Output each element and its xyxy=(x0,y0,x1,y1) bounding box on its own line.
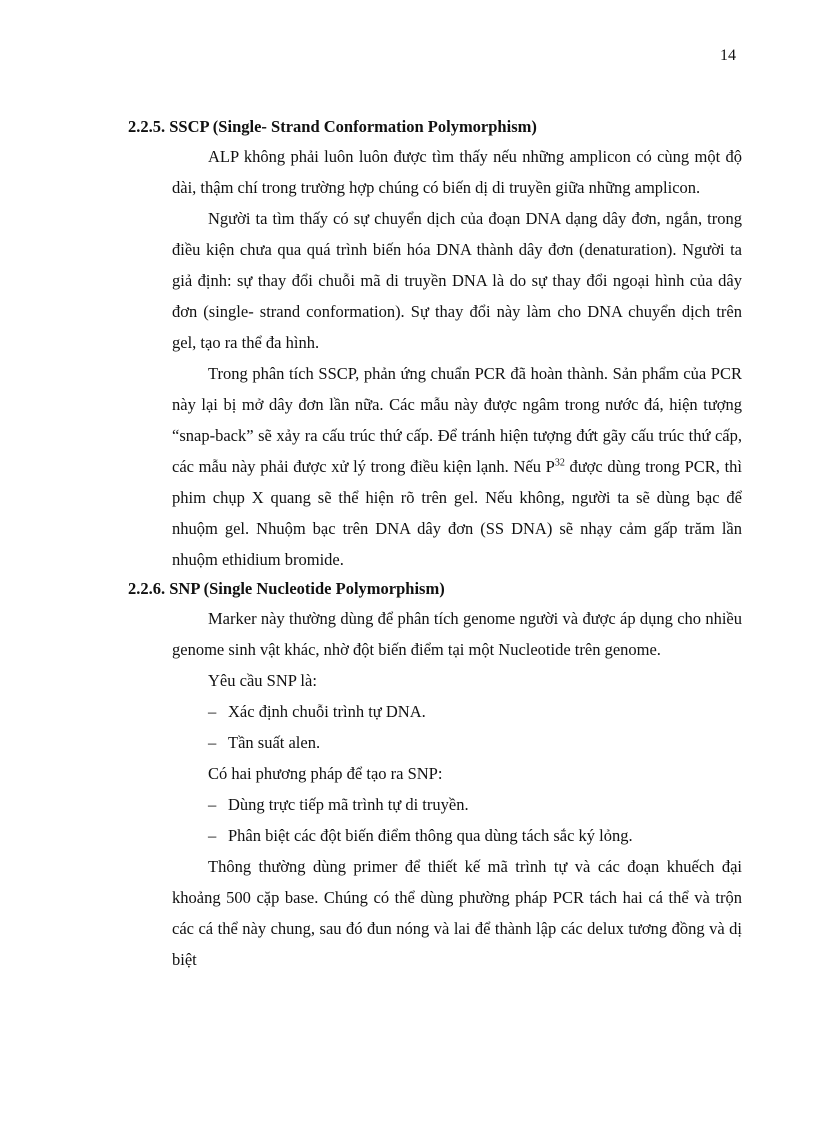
section-heading-sscp: 2.2.5. SSCP (Single- Strand Conformation Polymorphism) xyxy=(128,117,537,136)
dash-bullet: – xyxy=(208,702,217,721)
dash-bullet: – xyxy=(208,733,217,752)
snp-paragraph-1: Marker này thường dùng để phân tích genome người và được áp dụng cho nhiều genome sinh vật khác, nhờ đột biến điểm tại một Nucleotide trên genome. xyxy=(172,609,742,659)
snp-requirements-intro: Yêu cầu SNP là: xyxy=(208,671,317,690)
dash-bullet: – xyxy=(208,826,217,845)
list-item xyxy=(128,696,742,727)
sscp-paragraph-1: ALP không phải luôn luôn được tìm thấy nếu những amplicon có cùng một độ dài, thậm chí trong trường hợp chúng có biến dị di truyền giữa những amplicon. xyxy=(172,147,742,197)
list-item xyxy=(128,727,742,758)
list-item-text: Dùng trực tiếp mã trình tự di truyền. xyxy=(228,795,469,814)
sscp-paragraph-2: Người ta tìm thấy có sự chuyển dịch của đoạn DNA dạng dây đơn, ngắn, trong điều kiện chưa qua quá trình biến hóa DNA thành dây đơn (denaturation). Người ta giả định: sự thay đổi chuỗi mã di truyền DNA là do sự thay đổi ngoại hình của dây đơn (single- strand conformation). Sự thay đổi này làm cho DNA chuyển dịch trên gel, tạo ra thể đa hình. xyxy=(172,209,742,352)
dash-bullet: – xyxy=(208,795,217,814)
superscript-32: 32 xyxy=(554,457,565,469)
document-body xyxy=(128,113,742,975)
list-item-text: Tần suất alen. xyxy=(228,733,321,752)
page-number: 14 xyxy=(720,47,736,64)
snp-methods-intro: Có hai phương pháp để tạo ra SNP: xyxy=(208,764,443,783)
list-item xyxy=(128,820,742,851)
list-item xyxy=(128,789,742,820)
list-item-text: Phân biệt các đột biến điểm thông qua dùng tách sắc ký lỏng. xyxy=(228,826,633,845)
snp-paragraph-last: Thông thường dùng primer để thiết kế mã trình tự và các đoạn khuếch đại khoảng 500 cặp base. Chúng có thể dùng phường pháp PCR tách hai cá thể và trộn các cá thể này chung, sau đó đun nóng và lai để thành lập các delux tương đồng và dị biệt xyxy=(172,857,742,969)
list-item-text: Xác định chuỗi trình tự DNA. xyxy=(228,702,426,721)
section-heading-snp: 2.2.6. SNP (Single Nucleotide Polymorphism) xyxy=(128,579,445,598)
sscp-paragraph-3-text-a: Trong phân tích SSCP, phản ứng chuẩn PCR đã hoàn thành. Sản phẩm của PCR này lại bị mở dây đơn lần nữa. Các mẫu này được ngâm trong nước đá, hiện tượng “snap-back” sẽ xảy ra cấu trúc thứ cấp. Để tránh hiện tượng đứt gãy cấu trúc thứ cấp, các mẫu này phải được xử lý trong điều kiện lạnh. Nếu P xyxy=(172,364,742,476)
sscp-paragraph-3-text-b: được dùng trong PCR, thì phim chụp X quang sẽ thể hiện rõ trên gel. Nếu không, người ta sẽ dùng bạc để nhuộm gel. Nhuộm bạc trên DNA dây đơn (SS DNA) sẽ nhạy cảm gấp trăm lần nhuộm ethidium bromide. xyxy=(172,457,742,569)
sscp-paragraph-3 xyxy=(128,358,742,575)
